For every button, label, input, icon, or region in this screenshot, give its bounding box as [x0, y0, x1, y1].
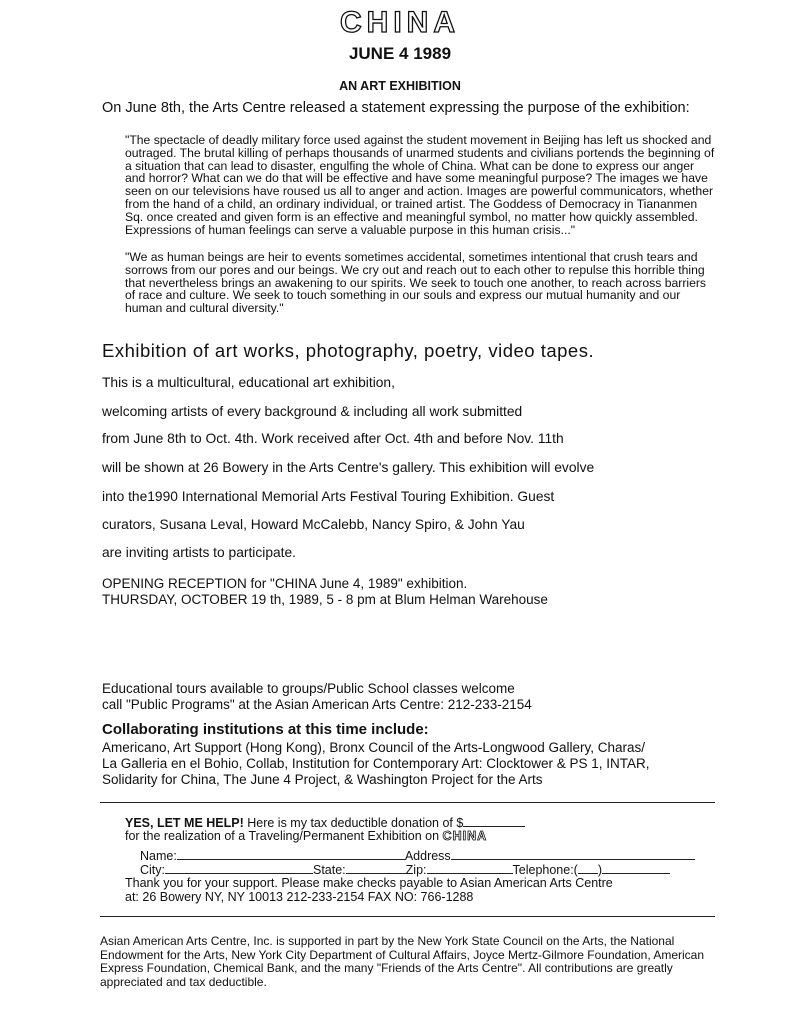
body-line: curators, Susana Leval, Howard McCalebb, Nancy Spiro, & John Yau — [102, 517, 525, 532]
body-line: welcoming artists of every background & including all work submitted — [102, 404, 523, 419]
collaborating-line: Americano, Art Support (Hong Kong), Bronx Council of the Arts-Longwood Gallery, Charas/ — [102, 740, 646, 755]
reception-line-1: OPENING RECEPTION for "CHINA June 4, 1989" exhibition. — [102, 576, 468, 591]
tours-line-2: call "Public Programs" at the Asian American Arts Centre: 212-233-2154 — [102, 697, 532, 712]
state-label: State: — [313, 863, 346, 877]
body-line: will be shown at 26 Bowery in the Arts Centre's gallery. This exhibition will evolve — [102, 460, 595, 475]
page-subtitle: AN ART EXHIBITION — [339, 79, 461, 93]
collaborating-line: La Galleria en el Bohio, Collab, Institution for Contemporary Art: Clocktower & PS 1, INTAR, — [102, 756, 650, 771]
statement-quote-1: "The spectacle of deadly military force used against the student movement in Beijing has left us shocked and outraged. The brutal killing of perhaps thousands of unarmed students and civilians portends the beginning of a situation that can lead to disaster, engulfing the whole of China. What can be done to express our anger and horror? What can we do that will be effective and have some meaningful purpose? The images we have seen on our televisions have roused us all to anger and action. Images are powerful communicators, whether from the hand of a child, an ordinary individual, or trained artist. The Goddess of Democracy in Tiananmen Sq. once created and given form is an effective and meaningful symbol, no matter how quickly assembled. Expressions of human feelings can serve a valuable purpose in this human crisis..." — [125, 133, 715, 237]
city-field[interactable] — [165, 862, 313, 874]
name-field[interactable] — [177, 848, 405, 860]
body-line: This is a multicultural, educational art exhibition, — [102, 375, 395, 390]
divider — [100, 802, 715, 803]
address-field[interactable] — [451, 848, 695, 860]
exhibition-headline: Exhibition of art works, photography, poetry, video tapes. — [102, 340, 595, 361]
area-code-field[interactable] — [578, 862, 598, 874]
thanks-text: Thank you for your support. Please make checks payable to Asian American Arts Centre — [125, 876, 613, 890]
donation-line — [125, 815, 525, 830]
funding-footer: Asian American Arts Centre, Inc. is supported in part by the New York State Council on the Arts, the National Endowment for the Arts, New York City Department of Cultural Affairs, Joyce Mertz-Gilmore Foundation, American Express Foundation, Chemical Bank, and the many "Friends of the Arts Centre". All contributions are greatly appreciated and tax deductible. — [100, 934, 705, 989]
body-line: into the1990 International Memorial Arts Festival Touring Exhibition. Guest — [102, 489, 555, 504]
reception-line-2: THURSDAY, OCTOBER 19 th, 1989, 5 - 8 pm at Blum Helman Warehouse — [102, 592, 548, 607]
city-label: City: — [140, 863, 165, 877]
event-date: JUNE 4 1989 — [348, 44, 452, 63]
name-row — [140, 848, 695, 863]
realization-text: for the realization of a Traveling/Permanent Exhibition on — [125, 829, 443, 843]
collaborating-heading: Collaborating institutions at this time include: — [102, 721, 429, 738]
zip-field[interactable] — [427, 862, 513, 874]
body-line: from June 8th to Oct. 4th. Work received after Oct. 4th and before Nov. 11th — [102, 431, 564, 446]
intro-text: On June 8th, the Arts Centre released a statement expressing the purpose of the exhibition: — [102, 100, 690, 116]
divider — [100, 916, 715, 917]
donation-text: Here is my tax deductible donation of $ — [243, 816, 464, 830]
page-title: CHINA — [340, 6, 460, 39]
city-row — [140, 862, 670, 877]
telephone-label: Telephone:( — [512, 863, 578, 877]
zip-label: Zip: — [405, 863, 427, 877]
body-line: are inviting artists to participate. — [102, 545, 297, 560]
mailing-address: at: 26 Bowery NY, NY 10013 212-233-2154 FAX NO: 766-1288 — [125, 890, 474, 904]
help-heading: YES, LET ME HELP! — [125, 816, 244, 830]
telephone-field[interactable] — [602, 862, 670, 874]
name-label: Name: — [140, 849, 177, 863]
donation-amount-field[interactable] — [463, 815, 525, 827]
realization-china: CHINA — [442, 829, 488, 843]
address-label: Address — [404, 849, 451, 863]
realization-line — [125, 829, 487, 843]
tours-line-1: Educational tours available to groups/Public School classes welcome — [102, 681, 515, 696]
statement-quote-2: "We as human beings are heir to events sometimes accidental, sometimes intentional that crush tears and sorrows from our pores and our beings. We cry out and reach out to each other to repulse this horrible thing that nevertheless brings an awakening to our spirits. We seek to touch one another, to reach across barriers of race and culture. We seek to touch something in our souls and express our mutual humanity and our human and cultural diversity." — [125, 250, 707, 316]
collaborating-line: Solidarity for China, The June 4 Project, & Washington Project for the Arts — [102, 772, 543, 787]
state-field[interactable] — [346, 862, 406, 874]
telephone-close: ) — [597, 863, 603, 877]
